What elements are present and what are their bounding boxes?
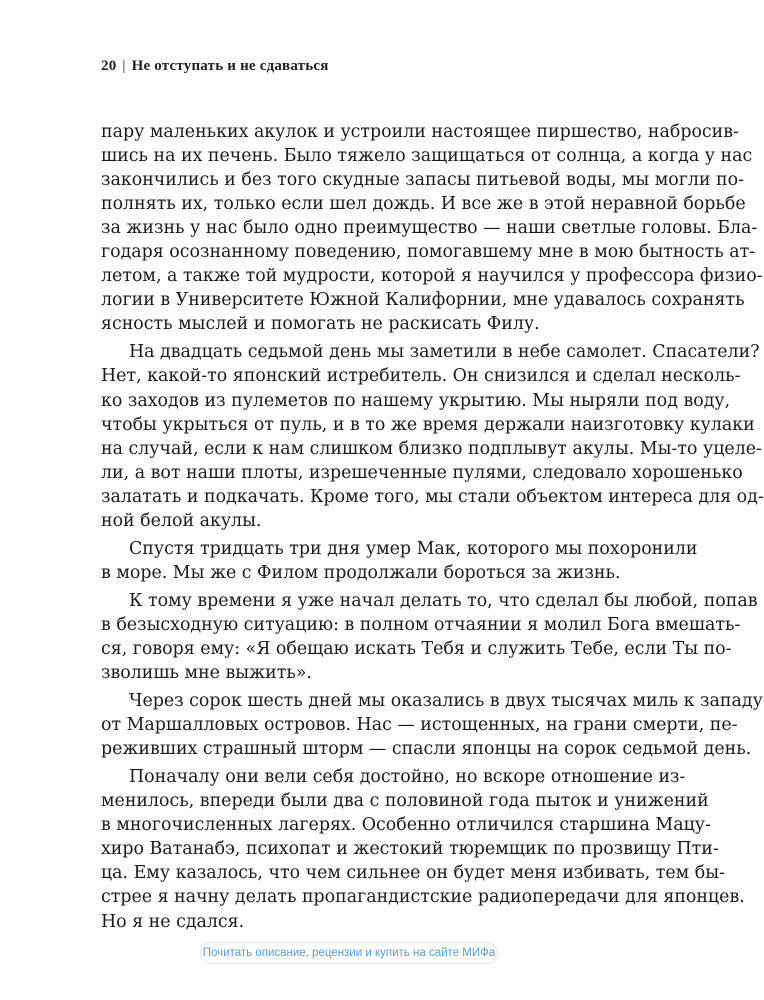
text-line: ко заходов из пулеметов по нашему укрытию. Мы ныряли под воду, xyxy=(101,390,731,411)
text-line: Через сорок шесть дней мы оказались в двух тысячах миль к западу xyxy=(129,691,763,712)
text-line: пару маленьких акулок и устроили настоящее пиршество, набросив- xyxy=(101,122,739,142)
text-line: в море. Мы же с Филом продолжали бороться за жизнь. xyxy=(101,562,621,583)
paragraph-2 xyxy=(101,340,764,532)
book-title: Не отступать и не сдаваться xyxy=(131,58,329,74)
text-line: в многочисленных лагерях. Особенно отличился старшина Мацу- xyxy=(101,815,711,836)
text-line: от Маршалловых островов. Нас — истощенных, на грани смерти, пе- xyxy=(101,715,738,736)
text-line: На двадцать седьмой день мы заметили в небе самолет. Спасатели? xyxy=(129,342,760,363)
text-line: чтобы укрыться от пуль, и в то же время держали наизготовку кулаки xyxy=(101,414,755,435)
text-line: реживших страшный шторм — спасли японцы на сорок седьмой день. xyxy=(101,739,752,760)
text-line: Поначалу они вели себя достойно, но вскоре отношение из- xyxy=(129,767,686,788)
text-line: ли, а вот наши плоты, изрешеченные пулями, следовало хорошенько xyxy=(101,462,743,483)
paragraph-4 xyxy=(101,589,758,685)
text-line: стрее я начну делать пропагандистские радиопередачи для японцев. xyxy=(101,887,745,908)
running-head xyxy=(101,58,329,75)
paragraph-3 xyxy=(101,537,698,585)
text-line: шись на их печень. Было тяжело защищаться от солнца, а когда у нас xyxy=(101,146,753,167)
body-text xyxy=(101,120,764,934)
paragraph-5 xyxy=(101,689,763,761)
text-line: ной белой акулы. xyxy=(101,510,262,531)
header-separator: | xyxy=(122,58,126,74)
text-line: полнять их, только если шел дождь. И все же в этой неравной борьбе xyxy=(101,194,746,215)
text-line: зволишь мне выжить». xyxy=(101,663,312,684)
text-line: за жизнь у нас было одно преимущество — наши светлые головы. Бла- xyxy=(101,218,758,239)
paragraph-6 xyxy=(101,765,745,933)
text-line: на случай, если к нам слишком близко подплывут акулы. Мы-то уцеле- xyxy=(101,438,762,459)
text-line: летом, а также той мудрости, которой я научился у профессора физио- xyxy=(101,266,763,287)
text-line: ся, говоря ему: «Я обещаю искать Тебя и служить Тебе, если Ты по- xyxy=(101,638,732,659)
text-line: Спустя тридцать три дня умер Мак, которого мы похоронили xyxy=(129,538,698,559)
buy-book-link[interactable]: Почитать описание, рецензии и купить на сайте МИФа xyxy=(200,942,498,964)
text-line: Нет, какой-то японский истребитель. Он снизился и сделал несколь- xyxy=(101,366,741,387)
text-line: в безысходную ситуацию: в полном отчаянии я молил Бога вмешать- xyxy=(101,614,741,635)
text-line: логии в Университете Южной Калифорнии, мне удавалось сохранять xyxy=(101,290,745,311)
page-number: 20 xyxy=(101,58,117,74)
text-line: хиро Ватанабэ, психопат и жестокий тюремщик по прозвищу Пти- xyxy=(101,839,719,860)
text-line: ясность мыслей и помогать не раскисать Филу. xyxy=(101,314,540,335)
text-line: менилось, впереди были два с половиной года пыток и унижений xyxy=(101,791,709,812)
paragraph-1 xyxy=(101,120,763,336)
text-line: годаря осознанному поведению, помогавшему мне в мою бытность ат- xyxy=(101,242,756,263)
text-line: залатать и подкачать. Кроме того, мы стали объектом интереса для од- xyxy=(101,486,764,507)
text-line: ца. Ему казалось, что чем сильнее он будет меня избивать, тем бы- xyxy=(101,863,725,884)
text-line: Но я не сдался. xyxy=(101,911,245,932)
text-line: К тому времени я уже начал делать то, что сделал бы любой, попав xyxy=(129,590,758,611)
text-line: закончились и без того скудные запасы питьевой воды, мы могли по- xyxy=(101,170,744,191)
